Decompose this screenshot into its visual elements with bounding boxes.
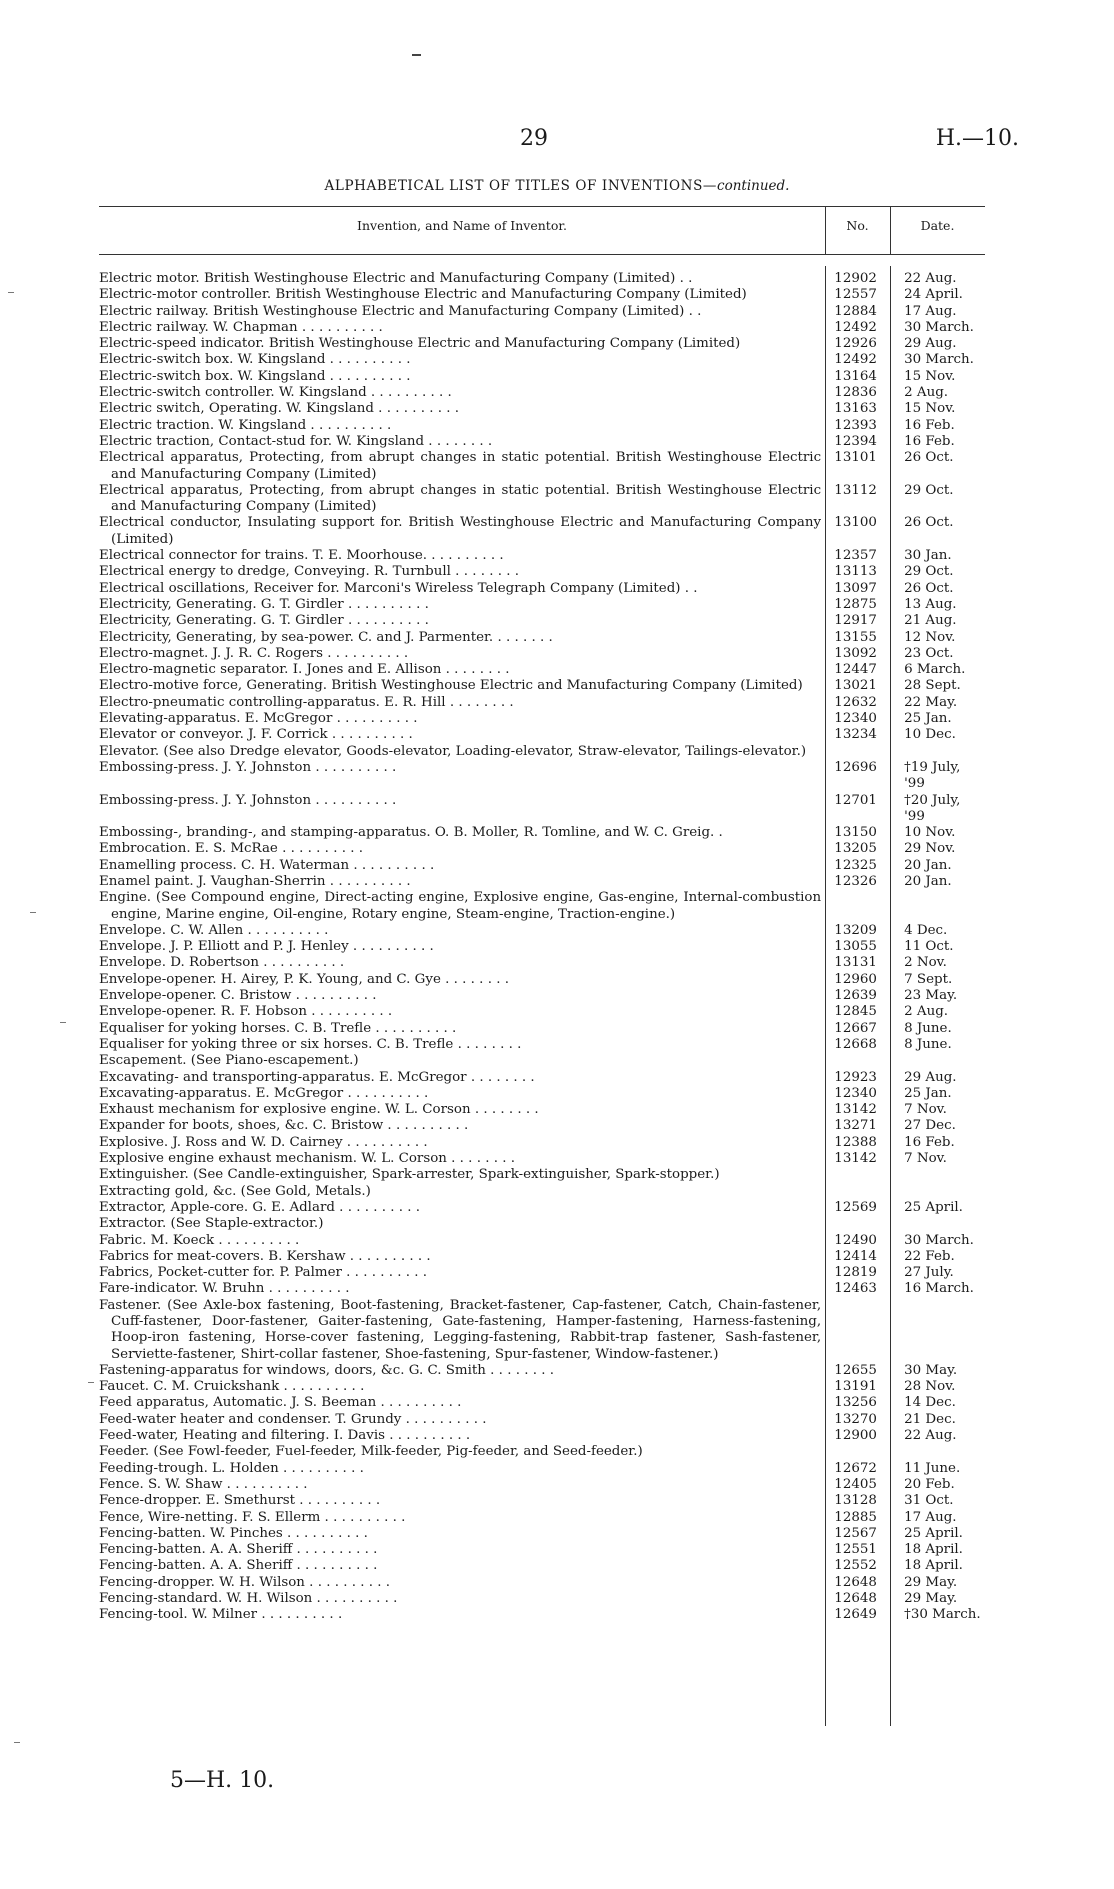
entry-date: 23 Oct. <box>904 645 954 661</box>
list-item <box>99 369 985 385</box>
list-item <box>99 271 985 287</box>
entry-title: Electrical conductor, Insulating support for. British Westinghouse Electric and Manufacturing Company (Limited) <box>99 515 822 547</box>
list-item <box>99 1379 985 1395</box>
entry-date: 29 May. <box>904 1574 958 1590</box>
list-item <box>99 972 985 988</box>
entry-title: Fabrics for meat-covers. B. Kershaw . . . . . . . . . . <box>99 1248 431 1264</box>
entry-date: 2 Aug. <box>904 1004 949 1020</box>
entry-number: 13234 <box>834 727 877 743</box>
entry-title: Electric-switch controller. W. Kingsland . . . . . . . . . . <box>99 385 452 401</box>
entry-title: Fastening-apparatus for windows, doors, &c. G. C. Smith . . . . . . . . <box>99 1362 555 1378</box>
entry-date: 16 March. <box>904 1281 974 1297</box>
entry-date: 16 Feb. <box>904 417 955 433</box>
entry-title: Envelope. D. Robertson . . . . . . . . . . <box>99 955 345 971</box>
list-item <box>99 548 985 564</box>
entry-number: 12667 <box>834 1020 877 1036</box>
list-item <box>99 1591 985 1607</box>
top-dash-mark <box>412 54 421 56</box>
entry-number: 12701 <box>834 792 877 808</box>
entry-title: Electric railway. British Westinghouse Electric and Manufacturing Company (Limited) . . <box>99 303 702 319</box>
entry-date: 7 Nov. <box>904 1102 947 1118</box>
margin-mark <box>88 1382 94 1383</box>
entry-number: 12639 <box>834 988 877 1004</box>
entry-title: Expander for boots, shoes, &c. C. Bristow . . . . . . . . . . <box>99 1118 469 1134</box>
entry-number: 12325 <box>834 857 877 873</box>
margin-mark <box>60 1022 66 1023</box>
entry-title: Equaliser for yoking horses. C. B. Trefle . . . . . . . . . . <box>99 1020 457 1036</box>
list-item <box>99 564 985 580</box>
entry-number: 13205 <box>834 841 877 857</box>
entry-number: 13100 <box>834 515 877 531</box>
entry-number: 12836 <box>834 385 877 401</box>
list-item <box>99 646 985 662</box>
list-item <box>99 1037 985 1053</box>
entry-title: Feed apparatus, Automatic. J. S. Beeman . . . . . . . . . . <box>99 1395 462 1411</box>
entry-number: 12884 <box>834 303 877 319</box>
entry-date: 30 Jan. <box>904 548 952 564</box>
entry-title: Elevator. (See also Dredge elevator, Goods-elevator, Loading-elevator, Straw-elevator, Tailings-elevator.) <box>99 743 807 759</box>
entry-number: 13271 <box>834 1118 877 1134</box>
entry-title: Extractor, Apple-core. G. E. Adlard . . . . . . . . . . <box>99 1199 421 1215</box>
entry-title: Electrical energy to dredge, Conveying. R. Turnbull . . . . . . . . <box>99 564 520 580</box>
entry-date: 31 Oct. <box>904 1493 954 1509</box>
margin-mark <box>30 912 36 913</box>
margin-mark <box>14 1742 20 1743</box>
entry-title: Feed-water, Heating and filtering. I. Davis . . . . . . . . . . <box>99 1428 471 1444</box>
entry-date: 21 Aug. <box>904 613 957 629</box>
list-title <box>0 178 1114 194</box>
list-item <box>99 988 985 1004</box>
entry-title: Electricity, Generating. G. T. Girdler . . . . . . . . . . <box>99 596 429 612</box>
entry-date: †19 July, '99 <box>904 759 961 792</box>
entry-number: 12672 <box>834 1460 877 1476</box>
entry-date: 30 May. <box>904 1362 958 1378</box>
entry-title: Fencing-batten. A. A. Sheriff . . . . . . . . . . <box>99 1542 378 1558</box>
entry-title: Feeding-trough. L. Holden . . . . . . . . . . <box>99 1460 364 1476</box>
entry-number: 12414 <box>834 1248 877 1264</box>
entry-title: Electro-pneumatic controlling-apparatus. E. R. Hill . . . . . . . . <box>99 694 514 710</box>
list-item <box>99 874 985 890</box>
list-item <box>99 1298 985 1363</box>
list-item <box>99 1444 985 1460</box>
list-item <box>99 744 985 760</box>
entry-number: 12394 <box>834 433 877 449</box>
entry-date: 15 Nov. <box>904 368 956 384</box>
entry-date: 7 Sept. <box>904 971 953 987</box>
entry-number: 12885 <box>834 1509 877 1525</box>
entry-title: Excavating-apparatus. E. McGregor . . . . . . . . . . <box>99 1085 429 1101</box>
entry-date: 11 June. <box>904 1460 961 1476</box>
entry-date: 22 Aug. <box>904 271 957 286</box>
entry-number: 12447 <box>834 662 877 678</box>
entry-number: 12552 <box>834 1558 877 1574</box>
column-header-date: Date. <box>920 218 955 233</box>
entry-title: Electric traction. W. Kingsland . . . . . . . . . . <box>99 417 392 433</box>
list-item <box>99 1493 985 1509</box>
list-item <box>99 1216 985 1232</box>
list-item <box>99 858 985 874</box>
entry-number: 13097 <box>834 580 877 596</box>
entry-date: 29 Aug. <box>904 1069 957 1085</box>
table-header-rule <box>99 254 985 255</box>
entry-date: 29 Nov. <box>904 841 956 857</box>
list-item <box>99 1118 985 1134</box>
entry-number: 13055 <box>834 939 877 955</box>
list-item <box>99 1086 985 1102</box>
entry-number: 12875 <box>834 596 877 612</box>
entry-date: 2 Aug. <box>904 385 949 401</box>
entry-title: Elevating-apparatus. E. McGregor . . . . . . . . . . <box>99 711 418 727</box>
entry-number: 13112 <box>834 482 877 498</box>
entry-number: 12655 <box>834 1362 877 1378</box>
entry-number: 12340 <box>834 711 877 727</box>
entry-title: Fabrics, Pocket-cutter for. P. Palmer . . . . . . . . . . <box>99 1265 428 1281</box>
entry-number: 12326 <box>834 873 877 889</box>
list-item <box>99 1249 985 1265</box>
entry-date: 16 Feb. <box>904 433 955 449</box>
entry-title: Envelope-opener. C. Bristow . . . . . . . . . . <box>99 988 377 1004</box>
entry-number: 12632 <box>834 694 877 710</box>
page-number: 29 <box>520 126 548 151</box>
entry-number: 13021 <box>834 678 877 694</box>
entry-date: 17 Aug. <box>904 1509 957 1525</box>
entry-date: 25 April. <box>904 1525 963 1541</box>
list-item <box>99 1363 985 1379</box>
list-item <box>99 760 985 793</box>
entry-number: 12649 <box>834 1607 877 1623</box>
entry-number: 12569 <box>834 1199 877 1215</box>
entry-date: 7 Nov. <box>904 1151 947 1167</box>
entry-date: 2 Nov. <box>904 955 947 971</box>
list-item <box>99 1526 985 1542</box>
entry-number: 12917 <box>834 613 877 629</box>
entry-number: 12902 <box>834 271 877 286</box>
list-item <box>99 711 985 727</box>
entry-number: 12357 <box>834 548 877 564</box>
entry-date: 24 April. <box>904 287 963 303</box>
entry-title: Fencing-batten. A. A. Sheriff . . . . . . . . . . <box>99 1558 378 1574</box>
list-item <box>99 662 985 678</box>
entry-date: 25 Jan. <box>904 1085 952 1101</box>
entry-title: Explosive. J. Ross and W. D. Cairney . . . . . . . . . . <box>99 1134 428 1150</box>
entry-title: Fare-indicator. W. Bruhn . . . . . . . . . . <box>99 1281 350 1297</box>
list-item <box>99 434 985 450</box>
list-item <box>99 450 985 483</box>
entry-title: Fabric. M. Koeck . . . . . . . . . . <box>99 1232 300 1248</box>
entry-date: 20 Jan. <box>904 873 952 889</box>
entry-number: 12567 <box>834 1525 877 1541</box>
entry-title: Electric-switch box. W. Kingsland . . . . . . . . . . <box>99 368 411 384</box>
entry-date: 22 Feb. <box>904 1248 955 1264</box>
entry-title: Feeder. (See Fowl-feeder, Fuel-feeder, Milk-feeder, Pig-feeder, and Seed-feeder.) <box>99 1444 643 1460</box>
entry-date: 8 June. <box>904 1036 952 1052</box>
entry-title: Electric switch, Operating. W. Kingsland . . . . . . . . . . <box>99 401 460 417</box>
list-item <box>99 793 985 826</box>
entry-date: 30 March. <box>904 352 974 368</box>
list-title-italic: continued. <box>717 178 790 194</box>
entry-date: 10 Nov. <box>904 825 956 841</box>
entry-date: 27 Dec. <box>904 1118 956 1134</box>
list-item <box>99 1200 985 1216</box>
list-item <box>99 1004 985 1020</box>
entry-date: 28 Sept. <box>904 678 961 694</box>
entry-date: 25 Jan. <box>904 711 952 727</box>
entry-date: 14 Dec. <box>904 1395 956 1411</box>
entry-date: 12 Nov. <box>904 629 956 645</box>
entry-number: 13142 <box>834 1151 877 1167</box>
entry-date: 22 May. <box>904 694 958 710</box>
document-code: H.—10. <box>935 126 1019 151</box>
entry-title: Electric-speed indicator. British Westinghouse Electric and Manufacturing Company (Limited) <box>99 336 741 352</box>
entry-title: Embossing-press. J. Y. Johnston . . . . . . . . . . <box>99 759 397 775</box>
list-item <box>99 695 985 711</box>
entry-number: 12405 <box>834 1476 877 1492</box>
entry-date: 22 Aug. <box>904 1428 957 1444</box>
list-item <box>99 939 985 955</box>
list-item <box>99 1021 985 1037</box>
entry-title: Feed-water heater and condenser. T. Grundy . . . . . . . . . . <box>99 1411 487 1427</box>
entry-number: 13128 <box>834 1493 877 1509</box>
list-item <box>99 1395 985 1411</box>
entry-date: 4 Dec. <box>904 922 948 938</box>
entry-title: Fencing-standard. W. H. Wilson . . . . . . . . . . <box>99 1591 398 1607</box>
entry-title: Electric motor. British Westinghouse Electric and Manufacturing Company (Limited) . . <box>99 271 693 286</box>
entry-title: Extinguisher. (See Candle-extinguisher, Spark-arrester, Spark-extinguisher, Spark-stopper.) <box>99 1167 720 1183</box>
entry-title: Embossing-, branding-, and stamping-apparatus. O. B. Moller, R. Tomline, and W. C. Greig. . <box>99 825 723 841</box>
list-item <box>99 515 985 548</box>
list-item <box>99 841 985 857</box>
entry-date: 27 July. <box>904 1265 954 1281</box>
entry-number: 12463 <box>834 1281 877 1297</box>
list-item <box>99 320 985 336</box>
entry-title: Fence, Wire-netting. F. S. Ellerm . . . . . . . . . . <box>99 1509 406 1525</box>
list-item <box>99 1102 985 1118</box>
margin-mark <box>8 292 14 293</box>
entry-date: 18 April. <box>904 1542 963 1558</box>
list-item <box>99 727 985 743</box>
list-item <box>99 1184 985 1200</box>
entry-date: 16 Feb. <box>904 1134 955 1150</box>
entry-number: 12340 <box>834 1085 877 1101</box>
entry-title: Electrical connector for trains. T. E. Moorhouse. . . . . . . . . . <box>99 548 504 564</box>
entry-number: 12819 <box>834 1265 877 1281</box>
entry-title: Fencing-tool. W. Milner . . . . . . . . . . <box>99 1607 343 1623</box>
entry-title: Electric railway. W. Chapman . . . . . . . . . . <box>99 319 383 335</box>
entry-date: 20 Jan. <box>904 857 952 873</box>
signature-mark: 5—H. 10. <box>170 1768 275 1793</box>
entry-date: 30 March. <box>904 1232 974 1248</box>
entry-number: 13155 <box>834 629 877 645</box>
list-title-main: ALPHABETICAL LIST OF TITLES OF INVENTIONS— <box>324 178 718 194</box>
list-item <box>99 1053 985 1069</box>
entry-number: 12648 <box>834 1591 877 1607</box>
entry-date: †30 March. <box>904 1607 981 1623</box>
entry-title: Electric-switch box. W. Kingsland . . . . . . . . . . <box>99 352 411 368</box>
entry-title: Electricity, Generating. G. T. Girdler . . . . . . . . . . <box>99 613 429 629</box>
entry-title: Fencing-dropper. W. H. Wilson . . . . . . . . . . <box>99 1574 391 1590</box>
entry-title: Electricity, Generating, by sea-power. C. and J. Parmenter. . . . . . . . <box>99 629 553 645</box>
entry-date: 29 Oct. <box>904 564 954 580</box>
entry-number: 12668 <box>834 1036 877 1052</box>
entry-date: 25 April. <box>904 1199 963 1215</box>
entry-date: 11 Oct. <box>904 939 954 955</box>
list-item <box>99 1477 985 1493</box>
list-item <box>99 890 985 923</box>
entry-date: 29 Aug. <box>904 336 957 352</box>
list-item <box>99 630 985 646</box>
list-item <box>99 1281 985 1297</box>
entry-title: Electro-motive force, Generating. British Westinghouse Electric and Manufacturing Company (Limited) <box>99 678 803 694</box>
entry-date: 28 Nov. <box>904 1379 956 1395</box>
list-item <box>99 1510 985 1526</box>
entry-title: Faucet. C. M. Cruickshank . . . . . . . . . . <box>99 1379 365 1395</box>
entry-title: Engine. (See Compound engine, Direct-acting engine, Explosive engine, Gas-engine, Internal-combustion engine, Marine engine, Oil-engine, Rotary engine, Steam-engine, Traction-engine.) <box>99 890 822 922</box>
entry-title: Envelope. J. P. Elliott and P. J. Henley . . . . . . . . . . <box>99 939 434 955</box>
entry-number: 12557 <box>834 287 877 303</box>
entry-date: 6 March. <box>904 662 966 678</box>
entry-date: 13 Aug. <box>904 596 957 612</box>
entry-title: Excavating- and transporting-apparatus. E. McGregor . . . . . . . . <box>99 1069 535 1085</box>
entry-number: 12492 <box>834 319 877 335</box>
entry-date: 26 Oct. <box>904 580 954 596</box>
list-item <box>99 287 985 303</box>
entry-date: 26 Oct. <box>904 515 954 531</box>
entry-number: 12696 <box>834 759 877 775</box>
entry-number: 13131 <box>834 955 877 971</box>
list-item <box>99 1167 985 1183</box>
list-item <box>99 401 985 417</box>
entry-date: 17 Aug. <box>904 303 957 319</box>
entry-title: Fastener. (See Axle-box fastening, Boot-fastening, Bracket-fastener, Cap-fastener, Catch, Chain-fastener, Cuff-fastener, Door-fastener, Gaiter-fastening, Gate-fastening, Hamper-fastening, Harness-fastening, Hoop-iron fastening, Horse-cover fastening, Legging-fastening, Rabbit-trap fastener, Sash-fastener, Serviette-fastener, Shirt-collar fastener, Shoe-fastening, Spur-fastener, Window-fastener.) <box>99 1297 822 1362</box>
list-item <box>99 352 985 368</box>
entry-title: Fence. S. W. Shaw . . . . . . . . . . <box>99 1476 308 1492</box>
list-item <box>99 1558 985 1574</box>
invention-list <box>99 271 985 1624</box>
entry-title: Equaliser for yoking three or six horses. C. B. Trefle . . . . . . . . <box>99 1036 522 1052</box>
entry-number: 13113 <box>834 564 877 580</box>
entry-date: 15 Nov. <box>904 401 956 417</box>
entry-date: 20 Feb. <box>904 1476 955 1492</box>
list-item <box>99 1428 985 1444</box>
entry-title: Electrical apparatus, Protecting, from abrupt changes in static potential. British Westinghouse Electric and Manufacturing Company (Limited) <box>99 450 822 482</box>
entry-number: 13209 <box>834 922 877 938</box>
entry-number: 13164 <box>834 368 877 384</box>
entry-number: 12551 <box>834 1542 877 1558</box>
list-item <box>99 418 985 434</box>
list-item <box>99 304 985 320</box>
entry-date: 29 May. <box>904 1591 958 1607</box>
list-item <box>99 597 985 613</box>
list-item <box>99 613 985 629</box>
entry-number: 13270 <box>834 1411 877 1427</box>
list-item <box>99 1265 985 1281</box>
table-top-rule <box>99 206 985 207</box>
column-header-no: No. <box>846 218 869 233</box>
list-item <box>99 1412 985 1428</box>
list-item <box>99 955 985 971</box>
entry-number: 12900 <box>834 1428 877 1444</box>
list-item <box>99 385 985 401</box>
entry-date: 29 Oct. <box>904 482 954 498</box>
entry-number: 13092 <box>834 645 877 661</box>
list-item <box>99 678 985 694</box>
entry-title: Envelope. C. W. Allen . . . . . . . . . . <box>99 922 329 938</box>
entry-number: 13191 <box>834 1379 877 1395</box>
entry-date: 10 Dec. <box>904 727 956 743</box>
entry-number: 12923 <box>834 1069 877 1085</box>
list-item <box>99 1135 985 1151</box>
entry-number: 12926 <box>834 336 877 352</box>
entry-number: 13142 <box>834 1102 877 1118</box>
entry-title: Fencing-batten. W. Pinches . . . . . . . . . . <box>99 1525 368 1541</box>
entry-title: Enamel paint. J. Vaughan-Sherrin . . . . . . . . . . <box>99 873 411 889</box>
list-item <box>99 1151 985 1167</box>
entry-title: Embrocation. E. S. McRae . . . . . . . . . . <box>99 841 363 857</box>
entry-number: 13163 <box>834 401 877 417</box>
entry-title: Elevator or conveyor. J. F. Corrick . . . . . . . . . . <box>99 727 413 743</box>
list-item <box>99 336 985 352</box>
entry-number: 13256 <box>834 1395 877 1411</box>
entry-number: 13101 <box>834 450 877 466</box>
entry-date: 26 Oct. <box>904 450 954 466</box>
list-item <box>99 483 985 516</box>
entry-title: Extractor. (See Staple-extractor.) <box>99 1216 324 1232</box>
list-item <box>99 825 985 841</box>
list-item <box>99 1607 985 1623</box>
entry-title: Electrical apparatus, Protecting, from abrupt changes in static potential. British Westinghouse Electric and Manufacturing Company (Limited) <box>99 482 822 515</box>
entry-number: 13150 <box>834 825 877 841</box>
entry-date: †20 July, '99 <box>904 792 961 824</box>
entry-title: Envelope-opener. H. Airey, P. K. Young, and C. Gye . . . . . . . . <box>99 971 509 987</box>
list-item <box>99 1233 985 1249</box>
entry-date: 8 June. <box>904 1020 952 1036</box>
list-item <box>99 1461 985 1477</box>
entry-number: 12388 <box>834 1134 877 1150</box>
list-item <box>99 1575 985 1591</box>
entry-date: 23 May. <box>904 988 958 1004</box>
entry-title: Electrical oscillations, Receiver for. Marconi's Wireless Telegraph Company (Limited) . . <box>99 580 698 596</box>
entry-title: Exhaust mechanism for explosive engine. W. L. Corson . . . . . . . . <box>99 1102 539 1118</box>
entry-title: Enamelling process. C. H. Waterman . . . . . . . . . . <box>99 857 435 873</box>
entry-date: 21 Dec. <box>904 1411 956 1427</box>
entry-number: 12960 <box>834 971 877 987</box>
entry-date: 30 March. <box>904 319 974 335</box>
entry-number: 12845 <box>834 1004 877 1020</box>
entry-number: 12490 <box>834 1232 877 1248</box>
list-item <box>99 923 985 939</box>
entry-title: Electric traction, Contact-stud for. W. Kingsland . . . . . . . . <box>99 433 493 449</box>
entry-title: Envelope-opener. R. F. Hobson . . . . . . . . . . <box>99 1004 393 1020</box>
entry-title: Electro-magnetic separator. I. Jones and E. Allison . . . . . . . . <box>99 662 510 678</box>
entry-number: 12492 <box>834 352 877 368</box>
entry-title: Fence-dropper. E. Smethurst . . . . . . . . . . <box>99 1493 381 1509</box>
list-item <box>99 581 985 597</box>
list-item <box>99 1070 985 1086</box>
list-item <box>99 1542 985 1558</box>
entry-title: Explosive engine exhaust mechanism. W. L. Corson . . . . . . . . <box>99 1151 515 1167</box>
entry-date: 18 April. <box>904 1558 963 1574</box>
entry-title: Electric-motor controller. British Westinghouse Electric and Manufacturing Company (Limited) <box>99 287 747 303</box>
entry-title: Electro-magnet. J. J. R. C. Rogers . . . . . . . . . . <box>99 645 409 661</box>
column-header-invention: Invention, and Name of Inventor. <box>357 218 567 233</box>
entry-number: 12393 <box>834 417 877 433</box>
entry-title: Extracting gold, &c. (See Gold, Metals.) <box>99 1183 371 1199</box>
entry-number: 12648 <box>834 1574 877 1590</box>
entry-title: Escapement. (See Piano-escapement.) <box>99 1053 359 1069</box>
entry-title: Embossing-press. J. Y. Johnston . . . . . . . . . . <box>99 792 397 808</box>
